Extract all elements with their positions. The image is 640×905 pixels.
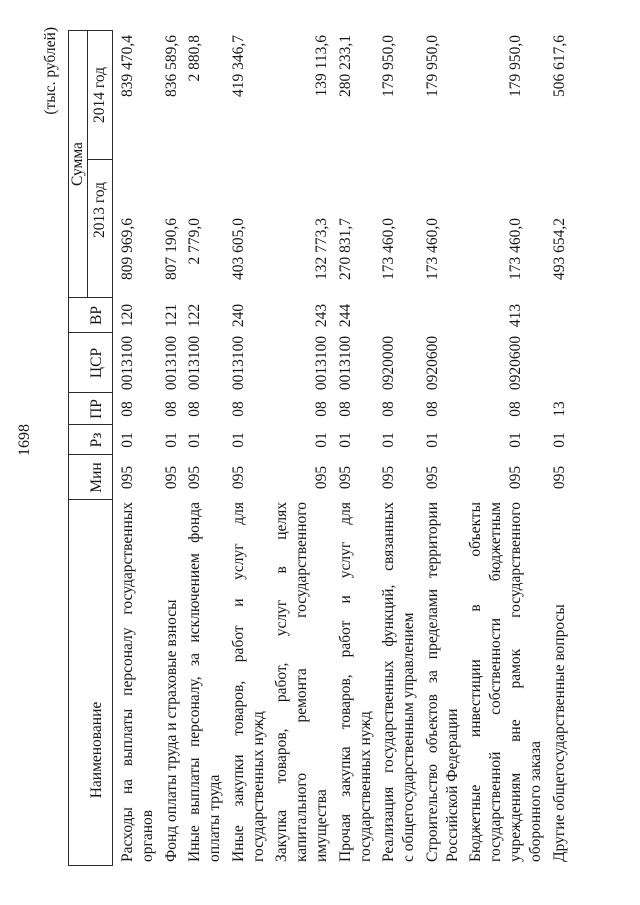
cell-y2013: 2 779,0	[186, 218, 203, 265]
cell-pr: 08	[186, 401, 203, 417]
row-name	[185, 502, 225, 862]
cell-y2014: 280 233,1	[336, 35, 354, 97]
row-name-line: Реализация государственных функций, связанных	[380, 502, 397, 862]
cell-csr: 0013100	[336, 335, 354, 391]
row-name	[466, 502, 546, 862]
cell-min: 095	[313, 465, 330, 490]
cell-rz: 01	[186, 432, 203, 448]
page-number: 1698	[16, 424, 33, 456]
table-row	[185, 0, 225, 905]
table-row	[162, 0, 182, 905]
table-row	[229, 0, 269, 905]
cell-rz: 01	[162, 432, 180, 448]
cell-min: 095	[423, 465, 441, 490]
row-name-line: учреждениям вне рамок государственного	[507, 502, 524, 862]
row-name	[550, 502, 570, 862]
cell-y2013: 403 605,0	[229, 218, 247, 280]
row-name-line: Бюджетные инвестиции в объекты	[467, 502, 484, 862]
cell-csr: 0920600	[423, 335, 441, 391]
cell-pr: 08	[162, 401, 180, 417]
cell-min: 095	[380, 465, 397, 490]
header-2014: 2014 год	[91, 66, 108, 124]
cell-min: 095	[229, 465, 247, 490]
cell-y2013: 173 460,0	[380, 218, 397, 280]
cell-vr: 244	[336, 303, 354, 328]
cell-y2013: 809 969,6	[119, 218, 136, 280]
cell-csr: 0920000	[380, 335, 397, 391]
row-name-line: Российской Федерации	[443, 708, 461, 862]
cell-rz: 01	[336, 432, 354, 448]
row-name-line: Иные закупки товаров, работ и услуг для	[229, 502, 247, 862]
table-border	[112, 30, 113, 866]
cell-pr: 08	[119, 401, 136, 417]
cell-csr: 0013100	[119, 335, 136, 391]
cell-y2014: 419 346,7	[229, 35, 247, 97]
cell-pr: 13	[550, 401, 568, 417]
header-rz: Рз	[88, 432, 105, 448]
table-row	[423, 0, 463, 905]
cell-min: 095	[507, 465, 524, 490]
units-note: (тыс. рублей)	[42, 27, 59, 115]
cell-y2014: 179 950,0	[507, 35, 524, 97]
table-body	[118, 0, 573, 905]
cell-pr: 08	[380, 401, 397, 417]
cell-y2014: 506 617,6	[550, 35, 568, 97]
cell-pr: 08	[313, 401, 330, 417]
cell-csr: 0013100	[186, 335, 203, 391]
row-name-line: государственных нужд	[356, 711, 374, 862]
row-name-line: государственных нужд	[249, 711, 267, 862]
row-name	[379, 502, 419, 862]
cell-vr: 243	[313, 303, 330, 328]
cell-min: 095	[119, 465, 136, 490]
row-name-line: Расходы на выплаты персоналу государственных	[119, 502, 136, 862]
cell-y2014: 179 950,0	[380, 35, 397, 97]
cell-rz: 01	[550, 432, 568, 448]
table-row	[118, 0, 158, 905]
cell-rz: 01	[380, 432, 397, 448]
cell-rz: 01	[229, 432, 247, 448]
cell-y2013: 493 654,2	[550, 218, 568, 280]
row-name-line: Прочая закупка товаров, работ и услуг для	[336, 502, 354, 862]
cell-rz: 01	[423, 432, 441, 448]
cell-vr: 120	[119, 303, 136, 328]
table-row	[272, 0, 332, 905]
table-row	[550, 0, 570, 905]
row-name-line: органов	[139, 809, 156, 862]
cell-csr: 0013100	[162, 335, 180, 391]
row-name	[162, 502, 182, 862]
row-name-line: капитального ремонта государственного	[293, 502, 310, 862]
cell-min: 095	[550, 465, 568, 490]
row-name-line: оплаты труда	[206, 774, 223, 862]
header-sum: Сумма	[69, 142, 86, 186]
column-divider	[87, 30, 88, 298]
cell-y2013: 132 773,3	[313, 218, 330, 280]
cell-pr: 08	[229, 401, 247, 417]
cell-pr: 08	[336, 401, 354, 417]
table-row	[466, 0, 546, 905]
cell-y2013: 173 460,0	[423, 218, 441, 280]
cell-vr: 122	[186, 303, 203, 328]
cell-min: 095	[162, 465, 180, 490]
cell-y2013: 270 831,7	[336, 218, 354, 280]
header-vr: ВР	[88, 306, 105, 325]
row-name	[336, 502, 376, 862]
cell-y2013: 173 460,0	[507, 218, 524, 280]
row-name-line: с общегосударственным управлением	[400, 612, 417, 862]
table-row	[379, 0, 419, 905]
cell-vr: 121	[162, 303, 180, 328]
header-name: Наименование	[88, 701, 105, 799]
cell-y2014: 2 880,8	[186, 35, 203, 82]
row-name	[118, 502, 158, 862]
cell-y2014: 839 470,4	[119, 35, 136, 97]
header-2013: 2013 год	[91, 181, 108, 239]
cell-min: 095	[336, 465, 354, 490]
row-name-line: Фонд оплаты труда и страховые взносы	[162, 599, 180, 862]
row-name	[229, 502, 269, 862]
row-name-line: имущества	[313, 789, 330, 862]
cell-min: 095	[186, 465, 203, 490]
cell-csr: 0013100	[313, 335, 330, 391]
cell-vr: 413	[507, 303, 524, 328]
row-name	[272, 502, 332, 862]
cell-rz: 01	[119, 432, 136, 448]
header-pr: ПР	[88, 399, 105, 419]
header-csr: ЦСР	[88, 347, 105, 379]
cell-csr: 0920600	[507, 335, 524, 391]
row-name	[423, 502, 463, 862]
cell-rz: 01	[507, 432, 524, 448]
cell-vr: 240	[229, 303, 247, 328]
table-row	[336, 0, 376, 905]
row-name-line: Другие общегосударственные вопросы	[550, 604, 568, 862]
cell-pr: 08	[423, 401, 441, 417]
row-name-line: государственной собственности бюджетным	[487, 502, 504, 862]
cell-pr: 08	[507, 401, 524, 417]
row-name-line: оборонного заказа	[527, 740, 544, 862]
cell-y2014: 139 113,6	[313, 35, 330, 97]
cell-csr: 0013100	[229, 335, 247, 391]
cell-rz: 01	[313, 432, 330, 448]
header-min: Мин	[88, 462, 105, 493]
cell-y2014: 836 589,6	[162, 35, 180, 97]
cell-y2014: 179 950,0	[423, 35, 441, 97]
row-name-line: Закупка товаров, работ, услуг в целях	[273, 502, 290, 862]
cell-y2013: 807 190,6	[162, 218, 180, 280]
row-name-line: Строительство объектов за пределами территории	[423, 502, 441, 862]
row-name-line: Иные выплаты персоналу, за исключением фонда	[186, 502, 203, 862]
